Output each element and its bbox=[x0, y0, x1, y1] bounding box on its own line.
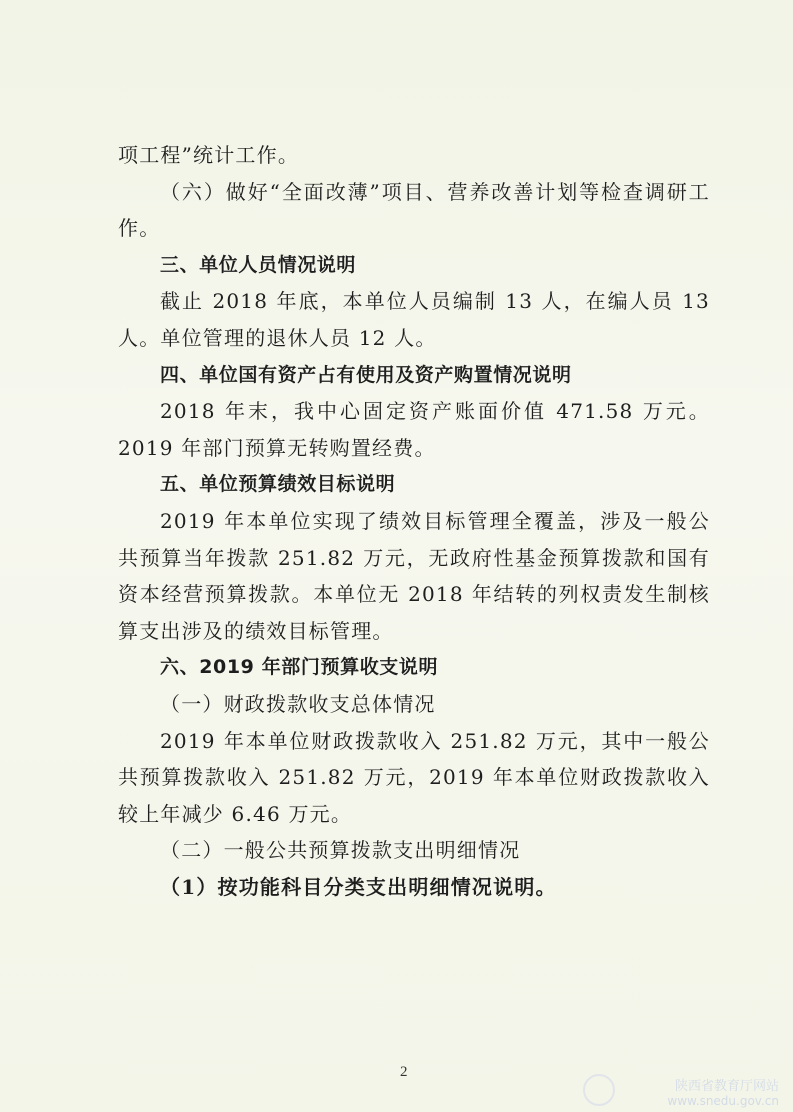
paragraph-assets: 2018 年末，我中心固定资产账面价值 471.58 万元。2019 年部门预算无转购置经费。 bbox=[118, 399, 710, 460]
watermark-site: www.snedu.gov.cn bbox=[667, 1094, 779, 1108]
page-number: 2 bbox=[400, 1064, 408, 1080]
section-heading-staff: 三、单位人员情况说明 bbox=[160, 253, 357, 276]
subheading-public-budget: （二）一般公共预算拨款支出明细情况 bbox=[160, 838, 521, 863]
document-body bbox=[118, 137, 710, 905]
watermark-name: 陕西省教育厅网站 bbox=[674, 1079, 779, 1094]
section-heading-performance: 五、单位预算绩效目标说明 bbox=[160, 473, 396, 496]
paragraph-fiscal-overall: 2019 年本单位财政拨款收入 251.82 万元，其中一般公共预算拨款收入 251.82 万元，2019 年本单位财政拨款收入较上年减少 6.46 万元。 bbox=[118, 728, 710, 826]
subheading-fiscal-overall: （一）财政拨款收支总体情况 bbox=[160, 691, 436, 716]
website-watermark bbox=[667, 1080, 779, 1108]
watermark-logo-icon bbox=[583, 1074, 615, 1106]
paragraph-performance: 2019 年本单位实现了绩效目标管理全覆盖，涉及一般公共预算当年拨款 251.82 万元，无政府性基金预算拨款和国有资本经营预算拨款。本单位无 2018 年结转的列权责发生制核算支出涉及的绩效目标管理。 bbox=[118, 508, 710, 643]
paragraph-function-category: （1）按功能科目分类支出明细情况说明。 bbox=[160, 874, 557, 899]
paragraph-item-six: （六）做好“全面改薄”项目、营养改善计划等检查调研工作。 bbox=[118, 179, 710, 241]
paragraph-continuation: 项工程”统计工作。 bbox=[118, 143, 300, 167]
section-heading-budget: 六、2019 年部门预算收支说明 bbox=[160, 656, 439, 679]
paragraph-staff: 截止 2018 年底，本单位人员编制 13 人，在编人员 13 人。单位管理的退休人员 12 人。 bbox=[118, 289, 710, 350]
section-heading-assets: 四、单位国有资产占有使用及资产购置情况说明 bbox=[160, 363, 572, 386]
